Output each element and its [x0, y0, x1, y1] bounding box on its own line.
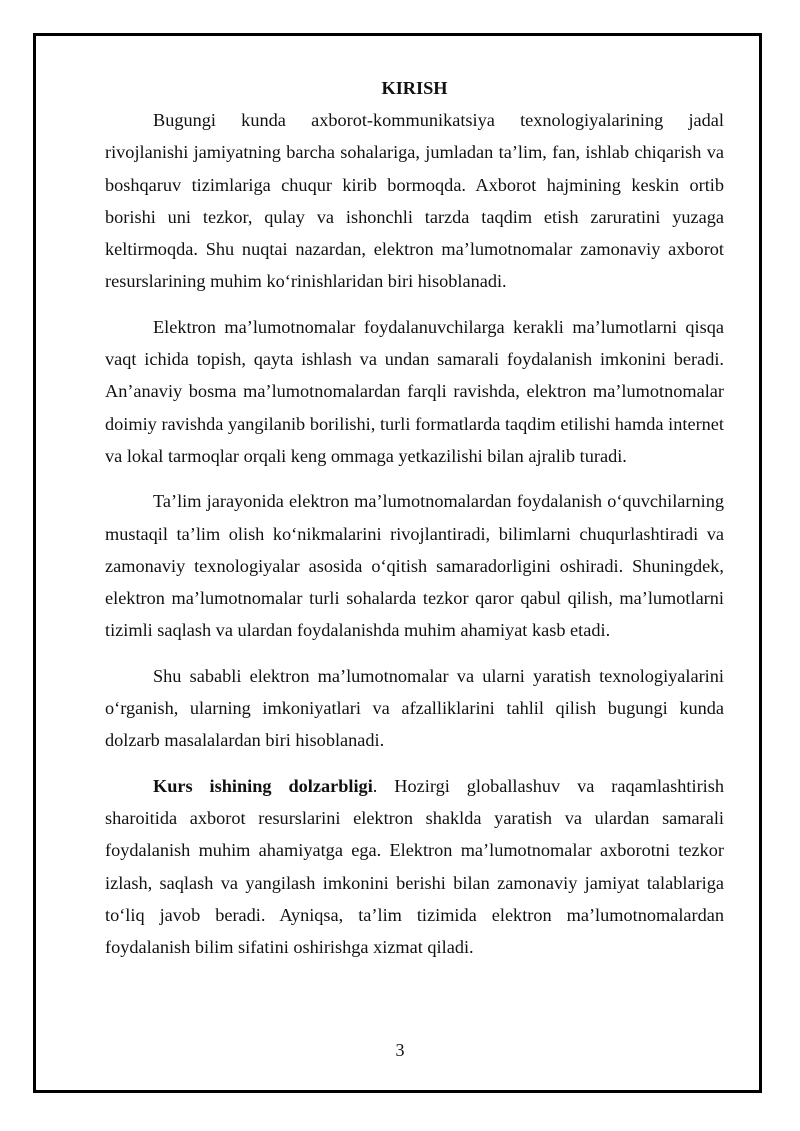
document-body	[105, 72, 724, 976]
paragraph-electronic-references: Elektron ma’lumotnomalar foydalanuvchilarga kerakli ma’lumotlarni qisqa vaqt ichida topish, qayta ishlash va undan samarali foydalanish imkonini beradi. An’anaviy bosma ma’lumotnomalardan farqli ravishda, elektron ma’lumotnomalar doimiy ravishda yangilanib borilishi, turli formatlarda taqdim etilishi hamda internet va lokal tarmoqlar orqali keng ommaga yetkazilishi bilan ajralib turadi.	[105, 316, 724, 466]
relevance-text: . Hozirgi globallashuv va raqamlashtirish sharoitida axborot resurslarini elektron shaklda yaratish va ulardan samarali foydalanish muhim ahamiyatga ega. Elektron ma’lumotnomalar axborotni tezkor izlash, saqlash va yangilash imkonini berishi bilan zamonaviy jamiyat talablariga to‘liq javob beradi. Ayniqsa, ta’lim tizimida elektron ma’lumotnomalardan foydalanish bilim sifatini oshirishga xizmat qiladi.	[105, 775, 724, 958]
section-title: KIRISH	[381, 78, 448, 98]
page-number: 3	[395, 1040, 405, 1060]
relevance-label: Kurs ishining dolzarbligi	[153, 775, 373, 796]
paragraph-relevance	[105, 770, 724, 964]
paragraph-education: Ta’lim jarayonida elektron ma’lumotnomalardan foydalanish o‘quvchilarning mustaqil ta’lim olish ko‘nikmalarini rivojlantiradi, bilimlarni chuqurlashtiradi va zamonaviy texnologiyalar asosida o‘qitish samaradorligini oshiradi. Shuningdek, elektron ma’lumotnomalar turli sohalarda tezkor qaror qabul qilish, ma’lumotlarni tizimli saqlash va ulardan foydalanishda muhim ahamiyat kasb etadi.	[105, 491, 724, 641]
paragraph-intro: Bugungi kunda axborot-kommunikatsiya texnologiyalarining jadal rivojlanishi jamiyatning barcha sohalariga, jumladan ta’lim, fan, ishlab chiqarish va boshqaruv tizimlariga chuqur kirib bormoqda. Axborot hajmining keskin ortib borishi uni tezkor, qulay va ishonchli tarzda taqdim etish zaruratini yuzaga keltirmoqda. Shu nuqtai nazardan, elektron ma’lumotnomalar zamonaviy axborot resurslarining muhim ko‘rinishlaridan biri hisoblanadi.	[105, 110, 724, 292]
paragraph-conclusion: Shu sababli elektron ma’lumotnomalar va ularni yaratish texnologiyalarini o‘rganish, ularning imkoniyatlari va afzalliklarini tahlil qilish bugungi kunda dolzarb masalalardan biri hisoblanadi.	[105, 665, 724, 751]
